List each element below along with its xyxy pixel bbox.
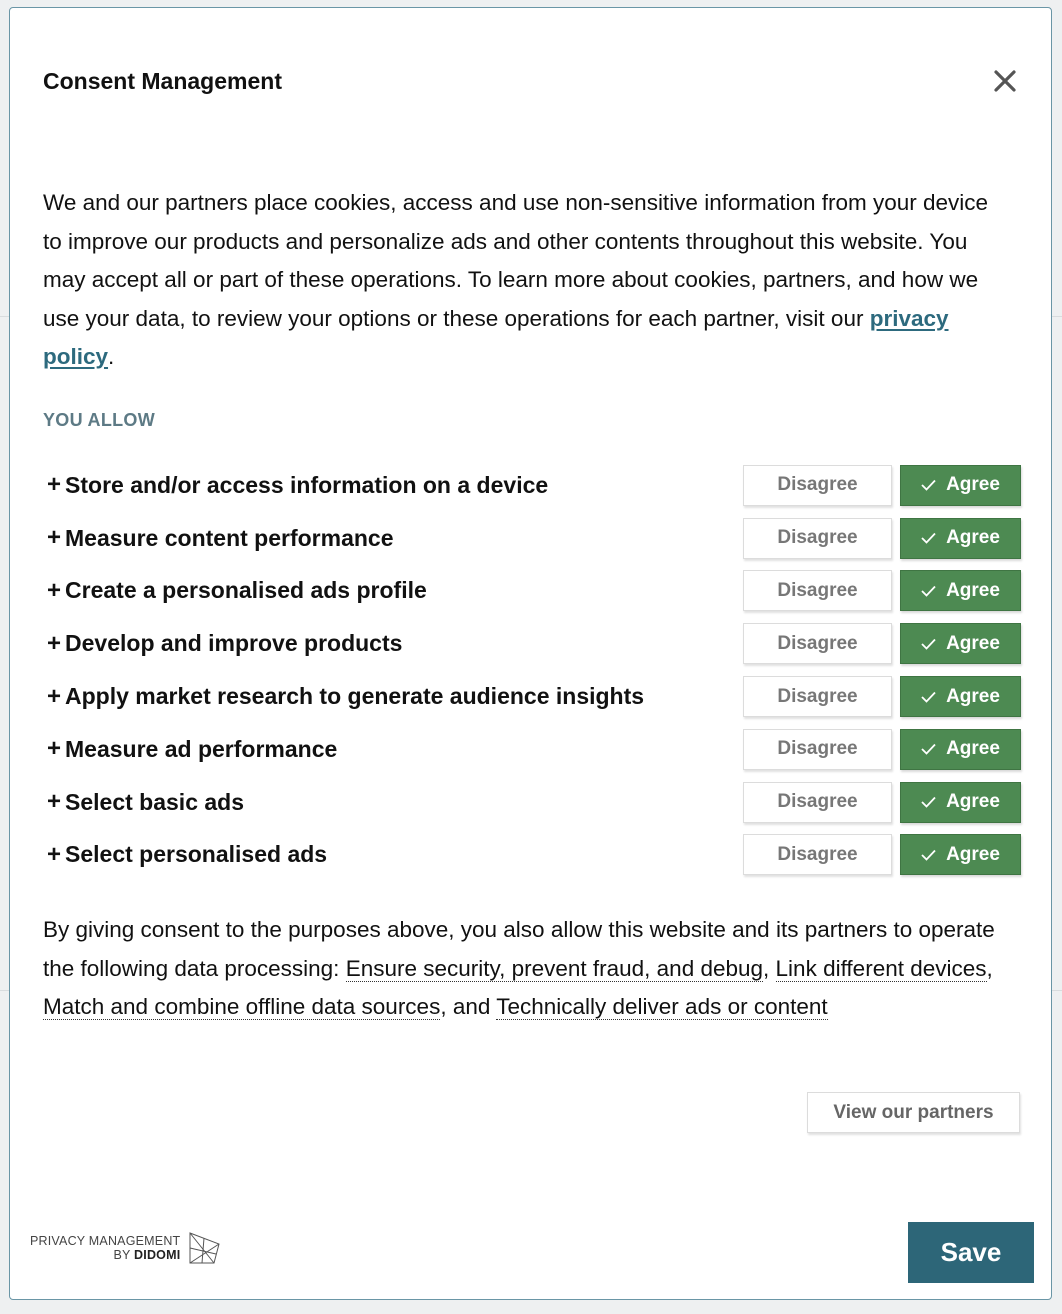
- plus-icon: +: [47, 788, 62, 816]
- purpose-list: [43, 459, 1021, 881]
- agree-label: Agree: [946, 527, 1000, 549]
- purpose-label: Select personalised ads: [65, 841, 328, 868]
- purpose-toggle[interactable]: [43, 735, 337, 763]
- agree-button[interactable]: [900, 729, 1021, 770]
- agree-label: Agree: [946, 474, 1000, 496]
- consent-buttons: [743, 465, 1021, 506]
- consent-buttons: [743, 782, 1021, 823]
- consent-buttons: [743, 623, 1021, 664]
- purpose-toggle[interactable]: [43, 788, 244, 816]
- purpose-toggle[interactable]: [43, 471, 548, 499]
- plus-icon: +: [47, 840, 62, 868]
- agree-button[interactable]: [900, 834, 1021, 875]
- disagree-button[interactable]: Disagree: [743, 570, 892, 611]
- intro-text: We and our partners place cookies, access and use non-sensitive information from your device to improve our products and personalize ads and other contents throughout this website. You may accept all or part of these operations. To learn more about cookies, partners, and how we use your data, to review your options or these operations for each partner, visit our: [43, 190, 989, 331]
- consent-dialog: [9, 7, 1052, 1300]
- check-icon: [921, 585, 936, 597]
- data-processing-link[interactable]: Technically deliver ads or content: [496, 994, 828, 1019]
- purpose-row: [43, 617, 1021, 670]
- purpose-label: Measure content performance: [65, 524, 394, 551]
- check-icon: [921, 743, 936, 755]
- separator: ,: [763, 955, 776, 981]
- purpose-row: [43, 512, 1021, 565]
- data-processing-paragraph: [43, 911, 1003, 1027]
- save-button[interactable]: Save: [908, 1222, 1034, 1283]
- disagree-button[interactable]: Disagree: [743, 465, 892, 506]
- agree-label: Agree: [946, 632, 1000, 654]
- check-icon: [921, 532, 936, 544]
- plus-icon: +: [47, 471, 62, 499]
- purpose-row: [43, 723, 1021, 776]
- agree-label: Agree: [946, 738, 1000, 760]
- brand-line-2: [30, 1248, 180, 1262]
- agree-button[interactable]: [900, 465, 1021, 506]
- purpose-toggle[interactable]: [43, 630, 402, 658]
- purpose-row: [43, 776, 1021, 829]
- purpose-label: Develop and improve products: [65, 630, 403, 657]
- agree-button[interactable]: [900, 782, 1021, 823]
- purpose-toggle[interactable]: [43, 683, 644, 711]
- consent-buttons: [743, 729, 1021, 770]
- separator: , and: [440, 994, 497, 1019]
- consent-buttons: [743, 834, 1021, 875]
- brand-name: DIDOMI: [134, 1248, 181, 1262]
- agree-label: Agree: [946, 579, 1000, 601]
- purpose-row: [43, 670, 1021, 723]
- check-icon: [921, 849, 936, 861]
- check-icon: [921, 479, 936, 491]
- disagree-button[interactable]: Disagree: [743, 834, 892, 875]
- plus-icon: +: [47, 629, 62, 657]
- intro-paragraph: [43, 184, 1003, 377]
- brand-line-1: PRIVACY MANAGEMENT: [30, 1234, 181, 1248]
- purpose-label: Apply market research to generate audience insights: [65, 683, 645, 710]
- didomi-branding: [30, 1230, 222, 1266]
- separator: ,: [986, 955, 993, 981]
- purpose-label: Measure ad performance: [65, 735, 338, 762]
- agree-button[interactable]: [900, 623, 1021, 664]
- purpose-row: [43, 565, 1021, 618]
- agree-button[interactable]: [900, 570, 1021, 611]
- agree-label: Agree: [946, 685, 1000, 707]
- intro-end: .: [108, 344, 115, 369]
- privacy-policy-link[interactable]: privacy policy: [43, 305, 949, 369]
- consent-intro: By giving consent to the purposes above, you also allow this website and its partners to operate the following data processing:: [43, 917, 995, 981]
- you-allow-heading: YOU ALLOW: [43, 410, 156, 430]
- purpose-toggle[interactable]: [43, 841, 327, 869]
- consent-buttons: [743, 570, 1021, 611]
- purpose-label: Create a personalised ads profile: [65, 577, 427, 604]
- didomi-logo-icon: [186, 1230, 222, 1266]
- view-partners-button[interactable]: View our partners: [807, 1092, 1020, 1133]
- purpose-row: [43, 459, 1021, 512]
- disagree-button[interactable]: Disagree: [743, 623, 892, 664]
- data-processing-link[interactable]: Link different devices: [775, 955, 987, 981]
- disagree-button[interactable]: Disagree: [743, 676, 892, 717]
- disagree-button[interactable]: Disagree: [743, 518, 892, 559]
- plus-icon: +: [47, 524, 62, 552]
- check-icon: [921, 638, 936, 650]
- purpose-label: Store and/or access information on a device: [65, 471, 549, 498]
- disagree-button[interactable]: Disagree: [743, 782, 892, 823]
- data-processing-link[interactable]: Ensure security, prevent fraud, and debug: [345, 955, 764, 981]
- dialog-title: Consent Management: [43, 68, 282, 94]
- agree-label: Agree: [946, 843, 1000, 865]
- check-icon: [921, 796, 936, 808]
- purpose-row: [43, 829, 1021, 882]
- plus-icon: +: [47, 576, 62, 604]
- close-icon: [993, 69, 1017, 93]
- agree-button[interactable]: [900, 518, 1021, 559]
- close-button[interactable]: [988, 64, 1022, 98]
- consent-buttons: [743, 676, 1021, 717]
- purpose-label: Select basic ads: [65, 788, 245, 815]
- purpose-toggle[interactable]: [43, 577, 427, 605]
- check-icon: [921, 691, 936, 703]
- consent-buttons: [743, 518, 1021, 559]
- agree-label: Agree: [946, 791, 1000, 813]
- plus-icon: +: [47, 735, 62, 763]
- data-processing-link[interactable]: Match and combine offline data sources: [43, 994, 441, 1019]
- agree-button[interactable]: [900, 676, 1021, 717]
- disagree-button[interactable]: Disagree: [743, 729, 892, 770]
- brand-text: [30, 1234, 180, 1262]
- brand-by: BY: [113, 1248, 135, 1262]
- plus-icon: +: [47, 682, 62, 710]
- purpose-toggle[interactable]: [43, 524, 394, 552]
